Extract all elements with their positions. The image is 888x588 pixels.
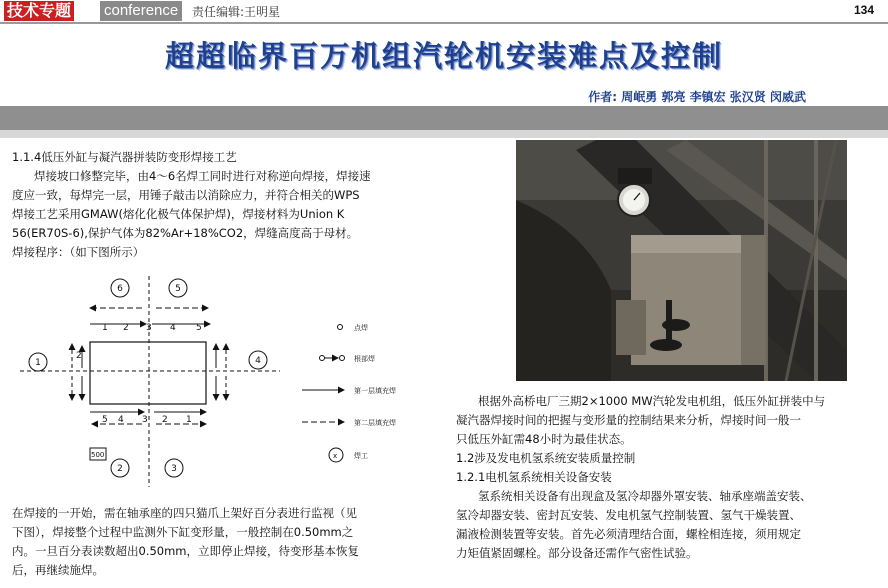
sequence-number: 1 xyxy=(186,415,192,425)
sequence-number: 2 xyxy=(123,323,129,333)
text-line: 力矩值紧固螺栓。部分设备还需作气密性试验。 xyxy=(456,546,698,560)
circle-label: 5 xyxy=(175,284,181,294)
top-bar xyxy=(0,0,888,22)
left-paragraph-1 xyxy=(12,148,452,262)
welding-sequence-diagram xyxy=(10,272,450,492)
legend-second-fill: 第二层填充焊 xyxy=(354,419,396,427)
sequence-number: 5 xyxy=(102,415,108,425)
text-line: 焊接程序：（如下图所示） xyxy=(12,245,145,259)
page-number: 134 xyxy=(853,3,874,17)
text-line: 漏液检测装置等安装。首先必须清理结合面，螺栓相连接，须用规定 xyxy=(456,527,801,541)
section-tag-sub: conference xyxy=(100,1,182,21)
text-line: 只低压外缸需48小时为最佳状态。 xyxy=(456,432,632,446)
article-title: 超超临界百万机组汽轮机安装难点及控制 xyxy=(164,39,723,73)
dimension-label: 500 xyxy=(91,451,105,459)
text-line: 度应一致，每焊完一层，用锤子敲击以消除应力，并符合相关的WPS xyxy=(12,188,360,202)
sequence-number: 4 xyxy=(118,415,124,425)
legend-root-weld: 根部焊 xyxy=(354,355,375,363)
left-paragraph-2 xyxy=(12,504,450,580)
circle-label: 2 xyxy=(117,464,123,474)
side-label: 2 xyxy=(76,351,82,361)
header-band xyxy=(0,106,888,130)
sequence-number: 4 xyxy=(170,323,176,333)
subsection-heading: 1.2.1电机氢系统相关设备安装 xyxy=(456,470,612,484)
site-photo xyxy=(516,140,847,381)
sequence-number: 3 xyxy=(142,415,148,425)
legend-welder: 焊工 xyxy=(354,452,368,460)
svg-text:x: x xyxy=(333,452,338,460)
text-line: 下图），焊接整个过程中监测外下缸变形量，一般控制在0.50mm之 xyxy=(12,525,354,539)
text-line: 焊接坡口修整完毕，由4～6名焊工同时进行对称逆向焊接，焊接速 xyxy=(34,169,371,183)
sequence-number: 1 xyxy=(102,323,108,333)
text-line: 焊接工艺采用GMAW(熔化化极气体保护焊)，焊接材料为Union K xyxy=(12,207,345,221)
text-line: 56(ER70S-6),保护气体为82%Ar+18%CO2，焊缝高度高于母材。 xyxy=(12,226,359,240)
header-band-light xyxy=(0,130,888,138)
legend-spot-weld: 点焊 xyxy=(354,324,368,332)
text-line: 内。一旦百分表读数超出0.50mm，立即停止焊接，待变形基本恢复 xyxy=(12,544,360,558)
circle-label: 1 xyxy=(35,358,41,368)
right-paragraph xyxy=(456,392,886,563)
subsection-heading: 1.1.4低压外缸与凝汽器拼装防变形焊接工艺 xyxy=(12,150,237,164)
circle-label: 4 xyxy=(255,356,261,366)
top-rule xyxy=(0,22,888,24)
subsection-heading: 1.2涉及发电机氢系统安装质量控制 xyxy=(456,451,636,465)
sequence-number: 3 xyxy=(146,323,152,333)
text-line: 根据外高桥电厂三期2×1000 MW汽轮发电机组，低压外缸拼装中与 xyxy=(478,394,826,408)
text-line: 在焊接的一开始，需在轴承座的四只猫爪上架好百分表进行监视（见 xyxy=(12,506,357,520)
circle-label: 6 xyxy=(117,284,123,294)
text-line: 凝汽器焊接时间的把握与变形量的控制结果来分析，焊接时间一般一 xyxy=(456,413,801,427)
text-line: 氢系统相关设备有出现盒及氢冷却器外罩安装、轴承座端盖安装、 xyxy=(478,489,812,503)
editor-label: 责任编辑:王明星 xyxy=(192,5,281,19)
circle-label: 3 xyxy=(171,464,177,474)
section-tag: 技术专题 xyxy=(4,1,74,21)
article-authors: 作者: 周岷勇 郭亮 李镇宏 张汉贤 闵威武 xyxy=(588,90,806,104)
text-line: 后，再继续施焊。 xyxy=(12,563,104,577)
sequence-number: 2 xyxy=(162,415,168,425)
text-line: 氢冷却器安装、密封瓦安装、发电机氢气控制装置、氢气干燥装置、 xyxy=(456,508,801,522)
sequence-number: 5 xyxy=(196,323,202,333)
legend-first-fill: 第一层填充焊 xyxy=(354,387,396,395)
